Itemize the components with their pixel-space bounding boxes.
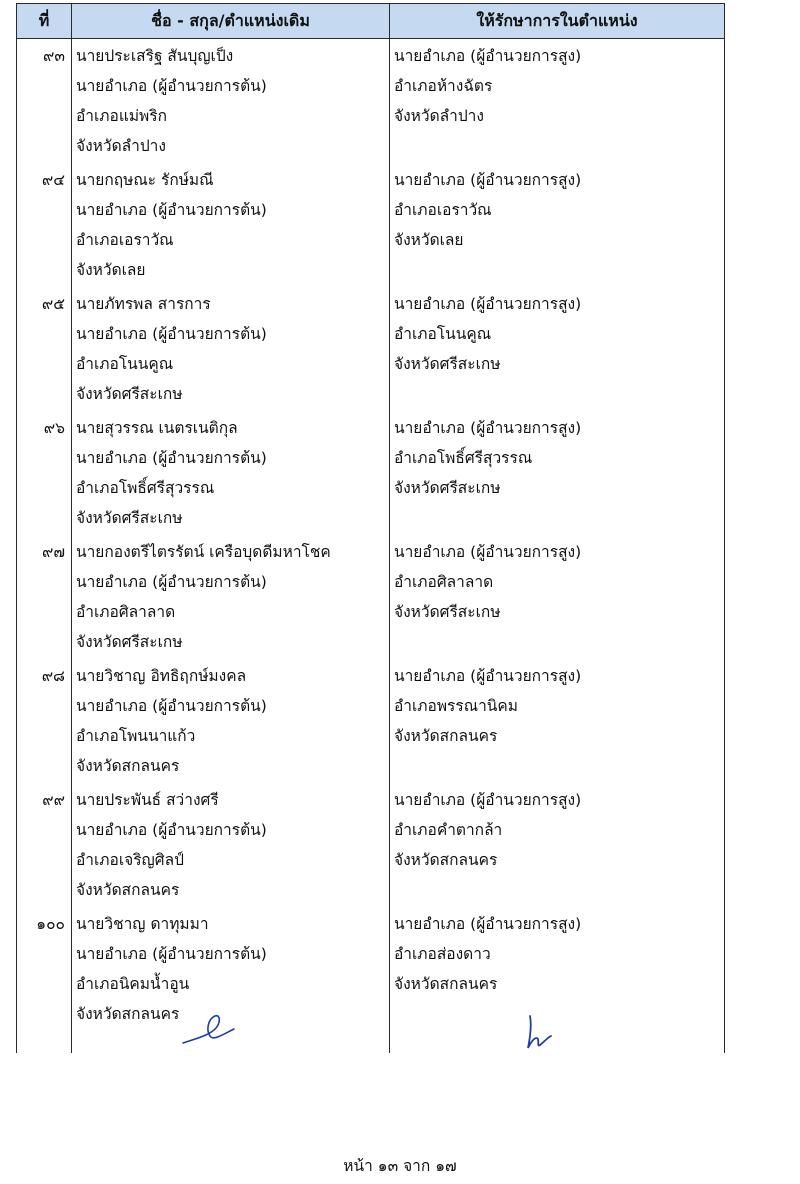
old-amphoe: อำเภอโพนนาแก้ว xyxy=(76,727,196,745)
new-pos: นายอำเภอ (ผู้อำนวยการสูง) xyxy=(394,667,582,685)
new-pos: นายอำเภอ (ผู้อำนวยการสูง) xyxy=(394,419,582,437)
old-pos: นายอำเภอ (ผู้อำนวยการต้น) xyxy=(76,77,267,95)
new-province: จังหวัดศรีสะเกษ xyxy=(394,479,501,497)
old-amphoe: อำเภอแม่พริก xyxy=(76,107,167,125)
old-province: จังหวัดศรีสะเกษ xyxy=(76,385,183,403)
new-amphoe: อำเภอโนนคูณ xyxy=(394,325,492,343)
new-amphoe: อำเภอศิลาลาด xyxy=(394,573,494,591)
old-province: จังหวัดศรีสะเกษ xyxy=(76,633,183,651)
new-province: จังหวัดสกลนคร xyxy=(394,851,498,869)
row-number-cell xyxy=(17,785,72,909)
row-number: ๑๐๐ xyxy=(36,915,65,933)
old-pos: นายอำเภอ (ผู้อำนวยการต้น) xyxy=(76,201,267,219)
old-amphoe: อำเภอนิคมน้ำอูน xyxy=(76,975,190,993)
signature-right xyxy=(524,1012,554,1052)
new-pos: นายอำเภอ (ผู้อำนวยการสูง) xyxy=(394,171,582,189)
acting-position-cell xyxy=(390,661,725,785)
header-acting-position: ให้รักษาการในตำแหน่ง xyxy=(390,4,725,39)
row-number-cell xyxy=(17,909,72,1033)
old-province: จังหวัดศรีสะเกษ xyxy=(76,509,183,527)
table-header-row xyxy=(17,4,725,39)
row-number-cell xyxy=(17,165,72,289)
new-province: จังหวัดสกลนคร xyxy=(394,727,498,745)
table-row xyxy=(17,413,725,537)
old-pos: นายอำเภอ (ผู้อำนวยการต้น) xyxy=(76,325,267,343)
name: นายกองตรีไตรรัตน์ เครือบุดดีมหาโชค xyxy=(76,543,331,561)
new-province: จังหวัดเลย xyxy=(394,231,464,249)
old-province: จังหวัดสกลนคร xyxy=(76,1005,180,1023)
header-name-old-position: ชื่อ - สกุล/ตำแหน่งเดิม xyxy=(72,4,390,39)
new-pos: นายอำเภอ (ผู้อำนวยการสูง) xyxy=(394,915,582,933)
new-province: จังหวัดศรีสะเกษ xyxy=(394,603,501,621)
old-pos: นายอำเภอ (ผู้อำนวยการต้น) xyxy=(76,821,267,839)
new-amphoe: อำเภอห้างฉัตร xyxy=(394,77,493,95)
row-number: ๙๓ xyxy=(43,47,65,65)
acting-position-cell xyxy=(390,289,725,413)
acting-position-cell xyxy=(390,165,725,289)
page-number: หน้า ๑๓ จาก ๑๗ xyxy=(343,1157,457,1175)
table-row xyxy=(17,39,725,166)
old-position-cell xyxy=(72,661,390,785)
old-position-cell xyxy=(72,289,390,413)
old-amphoe: อำเภอโนนคูณ xyxy=(76,355,174,373)
old-pos: นายอำเภอ (ผู้อำนวยการต้น) xyxy=(76,449,267,467)
acting-position-cell xyxy=(390,909,725,1033)
old-pos: นายอำเภอ (ผู้อำนวยการต้น) xyxy=(76,573,267,591)
old-province: จังหวัดสกลนคร xyxy=(76,757,180,775)
old-position-cell xyxy=(72,413,390,537)
new-amphoe: อำเภอส่องดาว xyxy=(394,945,491,963)
table-row xyxy=(17,289,725,413)
row-number: ๙๗ xyxy=(41,543,65,561)
old-amphoe: อำเภอเอราวัณ xyxy=(76,231,174,249)
new-amphoe: อำเภอโพธิ์ศรีสุวรรณ xyxy=(394,449,533,467)
row-number: ๙๙ xyxy=(42,791,65,809)
table-row xyxy=(17,909,725,1033)
new-province: จังหวัดสกลนคร xyxy=(394,975,498,993)
row-number: ๙๕ xyxy=(41,295,65,313)
row-number-cell xyxy=(17,289,72,413)
name: นายวิชาญ อิทธิฤกษ์มงคล xyxy=(76,667,247,685)
signature-right-stroke xyxy=(528,1016,551,1048)
table-row xyxy=(17,165,725,289)
row-number-cell xyxy=(17,39,72,166)
new-amphoe: อำเภอเอราวัณ xyxy=(394,201,492,219)
row-number-cell xyxy=(17,413,72,537)
row-number: ๙๘ xyxy=(41,667,65,685)
acting-position-cell xyxy=(390,413,725,537)
header-no: ที่ xyxy=(17,4,72,39)
row-number-cell xyxy=(17,537,72,661)
row-number: ๙๔ xyxy=(41,171,65,189)
new-pos: นายอำเภอ (ผู้อำนวยการสูง) xyxy=(394,47,582,65)
table-row xyxy=(17,661,725,785)
old-position-cell xyxy=(72,165,390,289)
signature-left-stroke xyxy=(183,1016,234,1043)
new-pos: นายอำเภอ (ผู้อำนวยการสูง) xyxy=(394,543,582,561)
new-amphoe: อำเภอพรรณานิคม xyxy=(394,697,518,715)
new-pos: นายอำเภอ (ผู้อำนวยการสูง) xyxy=(394,295,582,313)
table-row xyxy=(17,785,725,909)
new-province: จังหวัดศรีสะเกษ xyxy=(394,355,501,373)
old-position-cell xyxy=(72,39,390,166)
old-pos: นายอำเภอ (ผู้อำนวยการต้น) xyxy=(76,945,267,963)
table-body xyxy=(17,39,725,1054)
new-amphoe: อำเภอคำตากล้า xyxy=(394,821,503,839)
table-row xyxy=(17,537,725,661)
old-province: จังหวัดเลย xyxy=(76,261,146,279)
table-tail-row xyxy=(17,1033,725,1053)
signature-left xyxy=(180,1008,236,1050)
old-province: จังหวัดสกลนคร xyxy=(76,881,180,899)
old-position-cell xyxy=(72,785,390,909)
empty-cell xyxy=(390,1033,725,1053)
row-number-cell xyxy=(17,661,72,785)
old-amphoe: อำเภอศิลาลาด xyxy=(76,603,176,621)
old-pos: นายอำเภอ (ผู้อำนวยการต้น) xyxy=(76,697,267,715)
name: นายกฤษณะ รักษ์มณี xyxy=(76,171,214,189)
name: นายสุวรรณ เนตรเนติกุล xyxy=(76,419,238,437)
old-position-cell xyxy=(72,537,390,661)
name: นายภัทรพล สารการ xyxy=(76,295,211,313)
acting-position-cell xyxy=(390,537,725,661)
old-amphoe: อำเภอเจริญศิลป์ xyxy=(76,851,184,869)
row-number: ๙๖ xyxy=(43,419,65,437)
appointment-table xyxy=(16,3,725,1053)
empty-cell xyxy=(17,1033,72,1053)
acting-position-cell xyxy=(390,785,725,909)
new-pos: นายอำเภอ (ผู้อำนวยการสูง) xyxy=(394,791,582,809)
name: นายประเสริฐ สันบุญเป็ง xyxy=(76,47,234,65)
name: นายวิชาญ ดาทุมมา xyxy=(76,915,209,933)
new-province: จังหวัดลำปาง xyxy=(394,107,484,125)
name: นายประพันธ์ สว่างศรี xyxy=(76,791,219,809)
old-province: จังหวัดลำปาง xyxy=(76,137,166,155)
old-amphoe: อำเภอโพธิ์ศรีสุวรรณ xyxy=(76,479,215,497)
acting-position-cell xyxy=(390,39,725,166)
